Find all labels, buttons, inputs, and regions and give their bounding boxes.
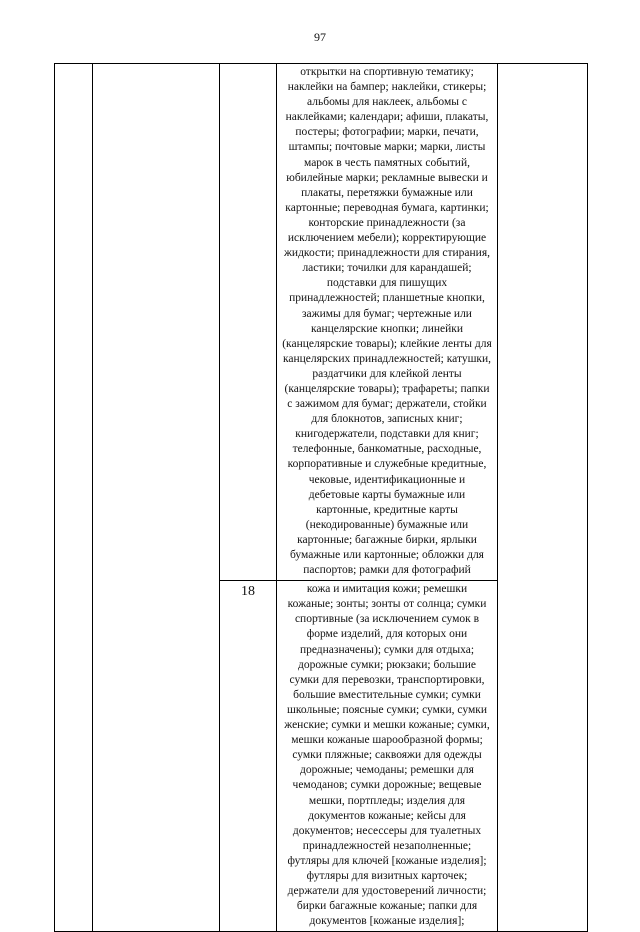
goods-line: постеры; фотографии; марки, печати, bbox=[295, 126, 479, 139]
goods-line: (канцелярские товары); трафареты; папки bbox=[284, 382, 490, 395]
goods-line: футляры для визитных карточек; bbox=[306, 869, 468, 882]
goods-line: альбомы для наклеек, альбомы с bbox=[307, 96, 467, 109]
goods-list-cell bbox=[277, 64, 498, 581]
goods-line: наклейками; календари; афиши, плакаты, bbox=[285, 111, 489, 124]
goods-line: женские; сумки и мешки кожаные; сумки, bbox=[284, 719, 490, 732]
goods-line: чековые, идентификационные и bbox=[308, 473, 466, 486]
goods-line: принадлежностей незаполненные; bbox=[302, 839, 472, 852]
goods-list bbox=[280, 65, 494, 578]
goods-line: сумки для перевозки, транспортировки, bbox=[289, 673, 485, 686]
goods-line: спортивные (за исключением сумок в bbox=[294, 613, 480, 626]
goods-line: предназначены); сумки для отдыха; bbox=[299, 643, 475, 656]
goods-line: дорожные сумки; рюкзаки; большие bbox=[297, 658, 477, 671]
goods-line: мешки кожаные шарообразной формы; bbox=[291, 734, 483, 747]
goods-line: конторские принадлежности (за bbox=[308, 216, 466, 229]
goods-line: картонные, кредитные карты bbox=[316, 503, 458, 516]
page-number: 97 bbox=[314, 30, 326, 44]
goods-line: раздатчики для клейкой ленты bbox=[312, 367, 462, 380]
goods-line: кожа и имитация кожи; ремешки bbox=[306, 583, 468, 596]
goods-line: паспортов; рамки для фотографий bbox=[303, 564, 471, 577]
goods-line: документов [кожаные изделия]; bbox=[309, 915, 465, 928]
goods-line: телефонные, банкоматные, расходные, bbox=[292, 443, 482, 456]
goods-line: футляры для ключей [кожаные изделия]; bbox=[287, 854, 487, 867]
goods-line: бумажные или картонные; обложки для bbox=[290, 549, 484, 561]
goods-line: держатели для удостоверений личности; bbox=[287, 885, 487, 898]
goods-line: (некодированные) бумажные или bbox=[305, 518, 469, 531]
goods-line: документов кожаные; кейсы для bbox=[308, 809, 466, 822]
goods-line: с зажимом для бумаг; держатели, стойки bbox=[287, 398, 487, 411]
goods-line: дорожные; чемоданы; ремешки для bbox=[300, 764, 474, 777]
goods-line: плакаты, перетяжки бумажные или bbox=[301, 186, 473, 199]
goods-line: чемоданов; сумки дорожные; вещевые bbox=[292, 779, 482, 792]
goods-line: зажимы для бумаг; чертежные или bbox=[302, 307, 472, 320]
goods-line: форме изделий, для которых они bbox=[306, 628, 468, 641]
notes-cell bbox=[498, 64, 588, 932]
goods-line: школьные; поясные сумки; сумки, сумки bbox=[287, 703, 487, 716]
goods-line: марок в честь памятных событий, bbox=[304, 156, 470, 169]
goods-table bbox=[54, 63, 588, 932]
row-number-cell bbox=[55, 64, 93, 932]
goods-line: большие вместительные сумки; сумки bbox=[293, 688, 481, 701]
goods-line: канцелярских принадлежностей; катушки, bbox=[282, 352, 492, 365]
goods-line: дебетовые карты бумажные или bbox=[308, 488, 466, 501]
goods-line: для блокнотов, записных книг; bbox=[311, 413, 463, 426]
goods-line: кожаные; зонты; зонты от солнца; сумки bbox=[287, 598, 487, 611]
goods-line: корпоративные и служебные кредитные, bbox=[287, 458, 487, 471]
trademark-cell bbox=[93, 64, 220, 932]
goods-line: книгодержатели, подставки для книг; bbox=[295, 428, 479, 441]
goods-line: наклейки на бампер; наклейки, стикеры; bbox=[287, 81, 487, 94]
goods-line: картонные; багажные бирки, ярлыки bbox=[297, 533, 477, 546]
goods-line: бирки багажные кожаные; папки для bbox=[296, 900, 478, 913]
class-number-cell: 18 bbox=[220, 581, 277, 932]
goods-line: мешки, портпледы; изделия для bbox=[308, 794, 466, 807]
goods-line: принадлежностей; планшетные кнопки, bbox=[289, 292, 485, 305]
goods-line: жидкости; принадлежности для стирания, bbox=[283, 247, 491, 260]
goods-list-cell bbox=[277, 581, 498, 932]
goods-line: подставки для пишущих bbox=[326, 277, 448, 290]
goods-line: исключением мебели); корректирующие bbox=[287, 232, 487, 245]
goods-line: штампы; почтовые марки; марки, листы bbox=[288, 141, 486, 154]
goods-line: канцелярские кнопки; линейки bbox=[310, 322, 464, 335]
goods-line: юбилейные марки; рекламные вывески и bbox=[286, 171, 488, 184]
goods-line: документов; несессеры для туалетных bbox=[292, 824, 482, 837]
class-number-cell bbox=[220, 64, 277, 581]
goods-line: (канцелярские товары); клейкие ленты для bbox=[282, 337, 492, 350]
goods-line: картонные; переводная бумага, картинки; bbox=[285, 201, 489, 214]
goods-line: открытки на спортивную тематику; bbox=[300, 66, 474, 78]
goods-list bbox=[280, 582, 494, 929]
goods-line: сумки пляжные; саквояжи для одежды bbox=[292, 749, 482, 762]
goods-line: ластики; точилки для карандашей; bbox=[302, 262, 472, 275]
table-row bbox=[55, 64, 588, 581]
